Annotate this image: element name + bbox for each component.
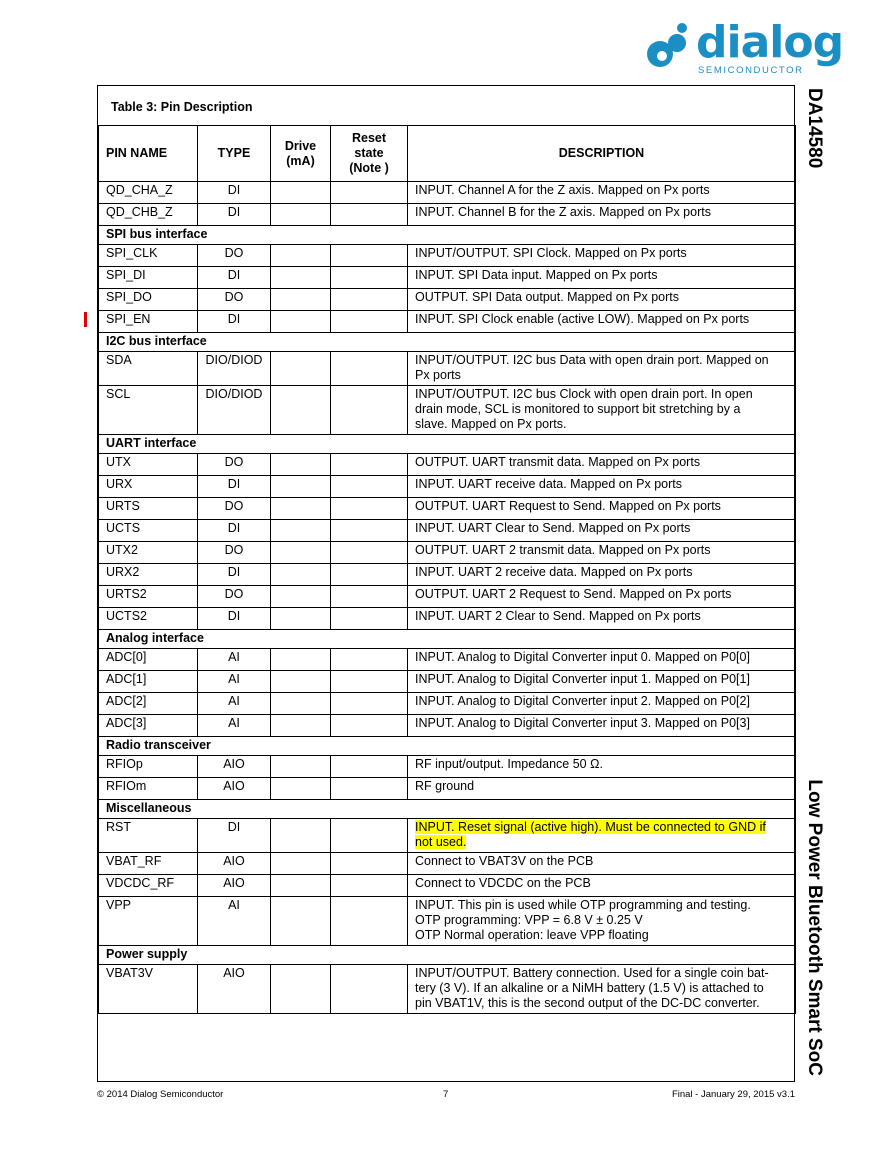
section-label: I2C bus interface	[99, 333, 796, 352]
description-cell	[408, 454, 796, 476]
description-cell	[408, 182, 796, 204]
header-reset	[331, 126, 408, 182]
description-line: drain mode, SCL is monitored to support bit stretching by a	[415, 402, 741, 416]
drive-cell	[271, 778, 331, 800]
highlighted-text: INPUT. Reset signal (active high). Must be connected to GND if	[415, 820, 766, 834]
drive-cell	[271, 819, 331, 853]
type-cell: DI	[198, 267, 271, 289]
reset-state-cell	[331, 875, 408, 897]
description-line: INPUT. UART 2 receive data. Mapped on Px ports	[415, 565, 693, 579]
drive-cell	[271, 965, 331, 1014]
description-line: tery (3 V). If an alkaline or a NiMH battery (1.5 V) is attached to	[415, 981, 764, 995]
description-line: OTP programming: VPP = 6.8 V ± 0.25 V	[415, 913, 643, 927]
description-line: RF ground	[415, 779, 475, 793]
table-row	[99, 352, 796, 386]
table-row	[99, 564, 796, 586]
drive-cell	[271, 564, 331, 586]
table-title: Table 3: Pin Description	[111, 100, 253, 114]
footer-status: Final - January 29, 2015 v3.1	[671, 1089, 795, 1100]
description-cell	[408, 352, 796, 386]
section-label: SPI bus interface	[99, 226, 796, 245]
description-line: INPUT/OUTPUT. I2C bus Data with open drain port. Mapped on	[415, 353, 769, 367]
description-line: INPUT. Analog to Digital Converter input 3. Mapped on P0[3]	[415, 716, 750, 730]
description-cell	[408, 649, 796, 671]
table-row	[99, 853, 796, 875]
pin-name-cell: URTS	[99, 498, 198, 520]
table-row	[99, 586, 796, 608]
table-row	[99, 778, 796, 800]
reset-state-cell	[331, 715, 408, 737]
description-cell	[408, 778, 796, 800]
type-cell: DO	[198, 245, 271, 267]
pin-name-cell: URX2	[99, 564, 198, 586]
description-line: INPUT. UART 2 Clear to Send. Mapped on Px ports	[415, 609, 701, 623]
reset-state-cell	[331, 671, 408, 693]
description-cell	[408, 693, 796, 715]
reset-state-cell	[331, 245, 408, 267]
highlighted-text: not used.	[415, 835, 467, 849]
table-row	[99, 311, 796, 333]
type-cell: DO	[198, 454, 271, 476]
header-reset-line1: Reset	[351, 131, 387, 145]
type-cell: DIO/DIOD	[198, 386, 271, 435]
brand-name: dialog	[696, 17, 844, 68]
reset-state-cell	[331, 693, 408, 715]
pin-name-cell: SPI_CLK	[99, 245, 198, 267]
table-row	[99, 649, 796, 671]
description-line: Px ports	[415, 368, 461, 382]
description-cell	[408, 311, 796, 333]
description-line: OUTPUT. SPI Data output. Mapped on Px ports	[415, 290, 680, 304]
reset-state-cell	[331, 454, 408, 476]
table-row	[99, 182, 796, 204]
type-cell: DI	[198, 476, 271, 498]
description-line: INPUT. Analog to Digital Converter input 1. Mapped on P0[1]	[415, 672, 750, 686]
type-cell: AI	[198, 693, 271, 715]
type-cell: DI	[198, 608, 271, 630]
description-cell	[408, 586, 796, 608]
description-line: OUTPUT. UART 2 transmit data. Mapped on Px ports	[415, 543, 711, 557]
table-row	[99, 819, 796, 853]
reset-state-cell	[331, 564, 408, 586]
description-line: INPUT. UART Clear to Send. Mapped on Px ports	[415, 521, 691, 535]
pin-name-cell: ADC[3]	[99, 715, 198, 737]
description-line: INPUT. UART receive data. Mapped on Px ports	[415, 477, 683, 491]
reset-state-cell	[331, 520, 408, 542]
type-cell: DO	[198, 498, 271, 520]
drive-cell	[271, 897, 331, 946]
pin-name-cell: UTX2	[99, 542, 198, 564]
description-line: RF input/output. Impedance 50 Ω.	[415, 757, 603, 771]
reset-state-cell	[331, 819, 408, 853]
reset-state-cell	[331, 289, 408, 311]
description-line: OUTPUT. UART 2 Request to Send. Mapped on Px ports	[415, 587, 732, 601]
description-cell	[408, 476, 796, 498]
pin-name-cell: URTS2	[99, 586, 198, 608]
table-row	[99, 245, 796, 267]
type-cell: DO	[198, 542, 271, 564]
type-cell: DO	[198, 289, 271, 311]
description-line: INPUT. This pin is used while OTP programming and testing.	[415, 898, 751, 912]
header-drive	[271, 126, 331, 182]
footer-page-number: 7	[443, 1089, 449, 1100]
description-line: OTP Normal operation: leave VPP floating	[415, 928, 649, 942]
table-row	[99, 693, 796, 715]
pin-name-cell: SPI_EN	[99, 311, 198, 333]
type-cell: AI	[198, 897, 271, 946]
drive-cell	[271, 520, 331, 542]
table-row	[99, 498, 796, 520]
table-row	[99, 289, 796, 311]
footer-copyright: © 2014 Dialog Semiconductor	[97, 1089, 224, 1100]
description-cell	[408, 671, 796, 693]
type-cell: DI	[198, 819, 271, 853]
drive-cell	[271, 586, 331, 608]
type-cell: AIO	[198, 875, 271, 897]
description-cell	[408, 498, 796, 520]
reset-state-cell	[331, 204, 408, 226]
table-row	[99, 965, 796, 1014]
pin-description-table	[98, 125, 796, 1014]
reset-state-cell	[331, 778, 408, 800]
description-cell	[408, 965, 796, 1014]
description-line	[415, 835, 790, 850]
drive-cell	[271, 608, 331, 630]
drive-cell	[271, 498, 331, 520]
description-cell	[408, 819, 796, 853]
reset-state-cell	[331, 498, 408, 520]
pin-name-cell: RFIOm	[99, 778, 198, 800]
description-line: pin VBAT1V, this is the second output of the DC-DC converter.	[415, 996, 760, 1010]
table-row	[99, 267, 796, 289]
type-cell: AIO	[198, 778, 271, 800]
header-type: TYPE	[198, 126, 271, 182]
section-label: Analog interface	[99, 630, 796, 649]
side-title	[799, 88, 829, 1076]
description-cell	[408, 897, 796, 946]
description-line: INPUT. Analog to Digital Converter input 2. Mapped on P0[2]	[415, 694, 750, 708]
reset-state-cell	[331, 853, 408, 875]
reset-state-cell	[331, 586, 408, 608]
type-cell: AI	[198, 671, 271, 693]
description-line: INPUT. SPI Data input. Mapped on Px ports	[415, 268, 658, 282]
type-cell: DI	[198, 311, 271, 333]
reset-state-cell	[331, 965, 408, 1014]
drive-cell	[271, 476, 331, 498]
drive-cell	[271, 204, 331, 226]
reset-state-cell	[331, 311, 408, 333]
pin-name-cell: SPI_DO	[99, 289, 198, 311]
description-line: Connect to VBAT3V on the PCB	[415, 854, 594, 868]
pin-name-cell: VDCDC_RF	[99, 875, 198, 897]
table-row	[99, 204, 796, 226]
header-reset-line2: state	[354, 146, 384, 160]
description-line: OUTPUT. UART transmit data. Mapped on Px ports	[415, 455, 701, 469]
drive-cell	[271, 671, 331, 693]
drive-cell	[271, 715, 331, 737]
section-label: UART interface	[99, 435, 796, 454]
table-row	[99, 386, 796, 435]
pin-name-cell: UCTS2	[99, 608, 198, 630]
description-cell	[408, 289, 796, 311]
description-line: INPUT/OUTPUT. SPI Clock. Mapped on Px ports	[415, 246, 687, 260]
section-label: Miscellaneous	[99, 800, 796, 819]
pin-name-cell: SPI_DI	[99, 267, 198, 289]
description-cell	[408, 564, 796, 586]
drive-cell	[271, 454, 331, 476]
header-drive-line1: Drive	[284, 138, 317, 153]
table-row	[99, 454, 796, 476]
drive-cell	[271, 875, 331, 897]
pin-name-cell: ADC[2]	[99, 693, 198, 715]
type-cell: DI	[198, 182, 271, 204]
description-cell	[408, 245, 796, 267]
drive-cell	[271, 352, 331, 386]
description-line	[415, 820, 790, 835]
description-cell	[408, 715, 796, 737]
description-line: OUTPUT. UART Request to Send. Mapped on Px ports	[415, 499, 721, 513]
reset-state-cell	[331, 542, 408, 564]
pin-name-cell: UCTS	[99, 520, 198, 542]
reset-state-cell	[331, 267, 408, 289]
type-cell: DIO/DIOD	[198, 352, 271, 386]
pin-name-cell: RST	[99, 819, 198, 853]
drive-cell	[271, 245, 331, 267]
table-row	[99, 756, 796, 778]
doc-title: Low Power Bluetooth Smart SoC	[804, 779, 825, 1076]
type-cell: DI	[198, 204, 271, 226]
pin-name-cell: VPP	[99, 897, 198, 946]
description-line: INPUT/OUTPUT. Battery connection. Used for a single coin bat-	[415, 966, 769, 980]
pin-name-cell: ADC[0]	[99, 649, 198, 671]
description-cell	[408, 853, 796, 875]
type-cell: AIO	[198, 965, 271, 1014]
description-line: INPUT. Analog to Digital Converter input 0. Mapped on P0[0]	[415, 650, 750, 664]
description-line: slave. Mapped on Px ports.	[415, 417, 567, 431]
table-row	[99, 542, 796, 564]
table-header-row	[99, 126, 796, 182]
drive-cell	[271, 756, 331, 778]
description-line: Connect to VDCDC on the PCB	[415, 876, 591, 890]
type-cell: AIO	[198, 853, 271, 875]
table-body	[99, 182, 796, 1014]
table-row	[99, 476, 796, 498]
pin-name-cell: VBAT3V	[99, 965, 198, 1014]
pin-name-cell: QD_CHB_Z	[99, 204, 198, 226]
drive-cell	[271, 542, 331, 564]
drive-cell	[271, 311, 331, 333]
drive-cell	[271, 289, 331, 311]
table-row	[99, 671, 796, 693]
description-line: INPUT. SPI Clock enable (active LOW). Mapped on Px ports	[415, 312, 750, 326]
header-pin-name: PIN NAME	[99, 126, 198, 182]
pin-name-cell: UTX	[99, 454, 198, 476]
table-row	[99, 875, 796, 897]
pin-name-cell: SDA	[99, 352, 198, 386]
reset-state-cell	[331, 649, 408, 671]
reset-state-cell	[331, 386, 408, 435]
drive-cell	[271, 649, 331, 671]
description-cell	[408, 267, 796, 289]
doc-id: DA14580	[804, 88, 825, 169]
type-cell: AI	[198, 715, 271, 737]
pin-name-cell: URX	[99, 476, 198, 498]
pin-name-cell: SCL	[99, 386, 198, 435]
section-label: Power supply	[99, 946, 796, 965]
description-cell	[408, 542, 796, 564]
pin-name-cell: ADC[1]	[99, 671, 198, 693]
reset-state-cell	[331, 897, 408, 946]
header-description: DESCRIPTION	[408, 126, 796, 182]
reset-state-cell	[331, 756, 408, 778]
table-row	[99, 897, 796, 946]
drive-cell	[271, 693, 331, 715]
reset-state-cell	[331, 608, 408, 630]
type-cell: DI	[198, 520, 271, 542]
table-row	[99, 608, 796, 630]
reset-state-cell	[331, 476, 408, 498]
table-row	[99, 520, 796, 542]
pin-name-cell: RFIOp	[99, 756, 198, 778]
type-cell: AIO	[198, 756, 271, 778]
description-cell	[408, 386, 796, 435]
section-row	[99, 333, 796, 352]
change-bar	[84, 312, 87, 327]
description-cell	[408, 520, 796, 542]
reset-state-cell	[331, 352, 408, 386]
type-cell: AI	[198, 649, 271, 671]
description-line: INPUT. Channel B for the Z axis. Mapped on Px ports	[415, 205, 711, 219]
drive-cell	[271, 386, 331, 435]
pin-name-cell: QD_CHA_Z	[99, 182, 198, 204]
pin-name-cell: VBAT_RF	[99, 853, 198, 875]
type-cell: DO	[198, 586, 271, 608]
drive-cell	[271, 853, 331, 875]
drive-cell	[271, 182, 331, 204]
header-drive-line2: (mA)	[286, 153, 315, 168]
section-row	[99, 226, 796, 245]
drive-cell	[271, 267, 331, 289]
section-row	[99, 737, 796, 756]
section-row	[99, 435, 796, 454]
type-cell: DI	[198, 564, 271, 586]
section-label: Radio transceiver	[99, 737, 796, 756]
description-cell	[408, 204, 796, 226]
description-line: INPUT. Channel A for the Z axis. Mapped on Px ports	[415, 183, 710, 197]
section-row	[99, 630, 796, 649]
section-row	[99, 946, 796, 965]
description-cell	[408, 608, 796, 630]
description-cell	[408, 756, 796, 778]
header-reset-line3: (Note )	[349, 161, 389, 175]
description-cell	[408, 875, 796, 897]
description-line: INPUT/OUTPUT. I2C bus Clock with open drain port. In open	[415, 387, 753, 401]
table-row	[99, 715, 796, 737]
reset-state-cell	[331, 182, 408, 204]
section-row	[99, 800, 796, 819]
brand-subtitle: SEMICONDUCTOR	[698, 65, 804, 76]
